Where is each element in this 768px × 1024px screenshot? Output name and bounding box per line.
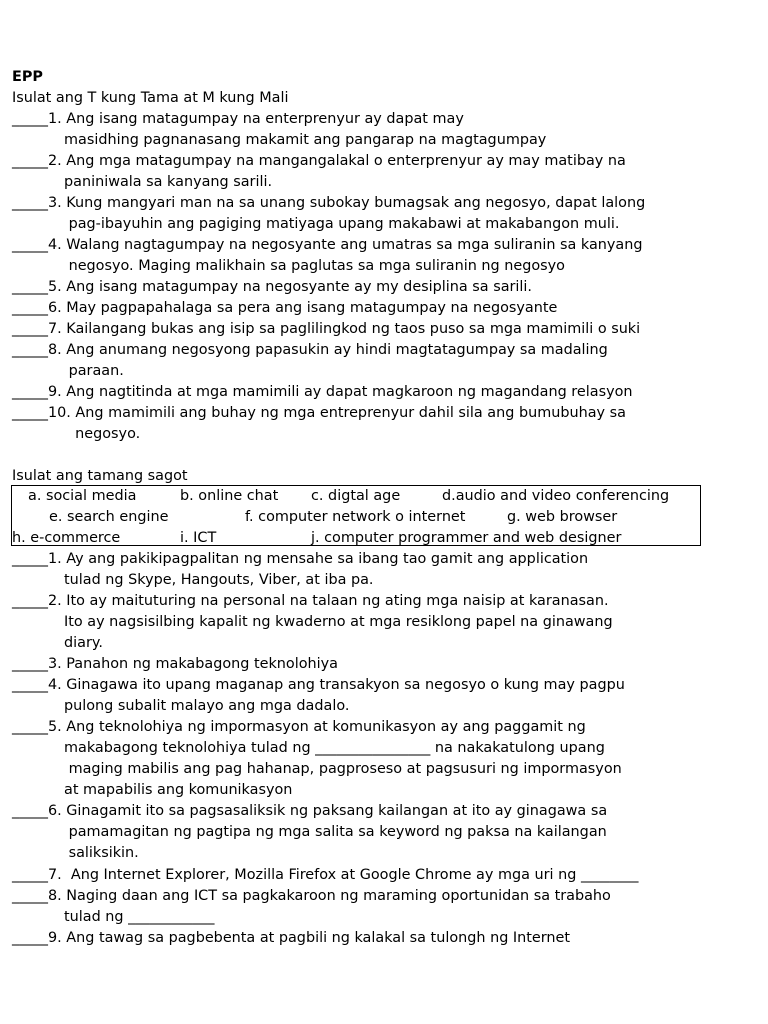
question-line: _____7. Ang Internet Explorer, Mozilla Firefox at Google Chrome ay mga uri ng ________ [12, 867, 639, 883]
question-line: makabagong teknolohiya tulad ng ________________ na nakakatulong upang [64, 740, 605, 756]
question-line: masidhing pagnanasang makamit ang pangarap na magtagumpay [64, 132, 547, 148]
question-line: _____8. Naging daan ang ICT sa pagkakaroon ng maraming oportunidan sa trabaho [12, 888, 611, 904]
question-line: pamamagitan ng pagtipa ng mga salita sa keyword ng paksa na kailangan [64, 824, 607, 840]
choice-a: a. social media [28, 488, 137, 504]
question-line: _____7. Kailangang bukas ang isip sa paglilingkod ng taos puso sa mga mamimili o suki [12, 321, 641, 337]
question-line: diary. [64, 635, 103, 651]
choice-j: j. computer programmer and web designer [311, 530, 622, 546]
choice-i: i. ICT [180, 530, 217, 546]
question-line: pulong subalit malayo ang mga dadalo. [64, 698, 350, 714]
question-line: at mapabilis ang komunikasyon [64, 782, 293, 798]
section1-instruction: Isulat ang T kung Tama at M kung Mali [12, 90, 289, 106]
question-line: paraan. [64, 363, 124, 379]
question-line: _____8. Ang anumang negosyong papasukin ay hindi magtatagumpay sa madaling [12, 342, 608, 358]
question-line: _____5. Ang teknolohiya ng impormasyon at komunikasyon ay ang paggamit ng [12, 719, 586, 735]
question-line: _____5. Ang isang matagumpay na negosyante ay my desiplina sa sarili. [12, 279, 533, 295]
question-line: _____3. Kung mangyari man na sa unang subokay bumagsak ang negosyo, dapat lalong [12, 195, 646, 211]
question-line: Ito ay nagsisilbing kapalit ng kwaderno at mga resiklong papel na ginawang [64, 614, 613, 630]
question-line: tulad ng Skype, Hangouts, Viber, at iba pa. [64, 572, 374, 588]
question-line: _____9. Ang tawag sa pagbebenta at pagbili ng kalakal sa tulongh ng Internet [12, 930, 571, 946]
question-line: negosyo. Maging malikhain sa paglutas sa mga suliranin ng negosyo [64, 258, 565, 274]
choice-h: h. e-commerce [12, 530, 121, 546]
question-line: _____2. Ito ay maituturing na personal na talaan ng ating mga naisip at karanasan. [12, 593, 609, 609]
question-line: _____1. Ang isang matagumpay na enterprenyur ay dapat may [12, 111, 464, 127]
question-line: _____9. Ang nagtitinda at mga mamimili ay dapat magkaroon ng magandang relasyon [12, 384, 633, 400]
question-line: negosyo. [66, 426, 141, 442]
question-line: _____2. Ang mga matagumpay na mangangalakal o enterprenyur ay may matibay na [12, 153, 626, 169]
question-line: maging mabilis ang pag hahanap, pagproseso at pagsusuri ng impormasyon [64, 761, 622, 777]
choice-f: f. computer network o internet [245, 509, 466, 525]
question-line: _____4. Ginagawa ito upang maganap ang transakyon sa negosyo o kung may pagpu [12, 677, 625, 693]
question-line: _____10. Ang mamimili ang buhay ng mga entreprenyur dahil sila ang bumubuhay sa [12, 405, 626, 421]
choice-c: c. digtal age [311, 488, 401, 504]
question-line: saliksikin. [64, 845, 139, 861]
question-line: pag-ibayuhin ang pagiging matiyaga upang makabawi at makabangon muli. [64, 216, 620, 232]
question-line: paniniwala sa kanyang sarili. [64, 174, 273, 190]
question-line: tulad ng ____________ [64, 909, 215, 925]
choice-e: e. search engine [49, 509, 169, 525]
choice-d: d.audio and video conferencing [442, 488, 670, 504]
section2-instruction: Isulat ang tamang sagot [12, 468, 188, 484]
choice-g: g. web browser [507, 509, 618, 525]
question-line: _____1. Ay ang pakikipagpalitan ng mensahe sa ibang tao gamit ang application [12, 551, 589, 567]
question-line: _____6. Ginagamit ito sa pagsasaliksik ng paksang kailangan at ito ay ginagawa sa [12, 803, 608, 819]
choice-b: b. online chat [180, 488, 279, 504]
question-line: _____3. Panahon ng makabagong teknolohiya [12, 656, 338, 672]
page-title: EPP [12, 69, 43, 85]
question-line: _____6. May pagpapahalaga sa pera ang isang matagumpay na negosyante [12, 300, 558, 316]
question-line: _____4. Walang nagtagumpay na negosyante ang umatras sa mga suliranin sa kanyang [12, 237, 643, 253]
